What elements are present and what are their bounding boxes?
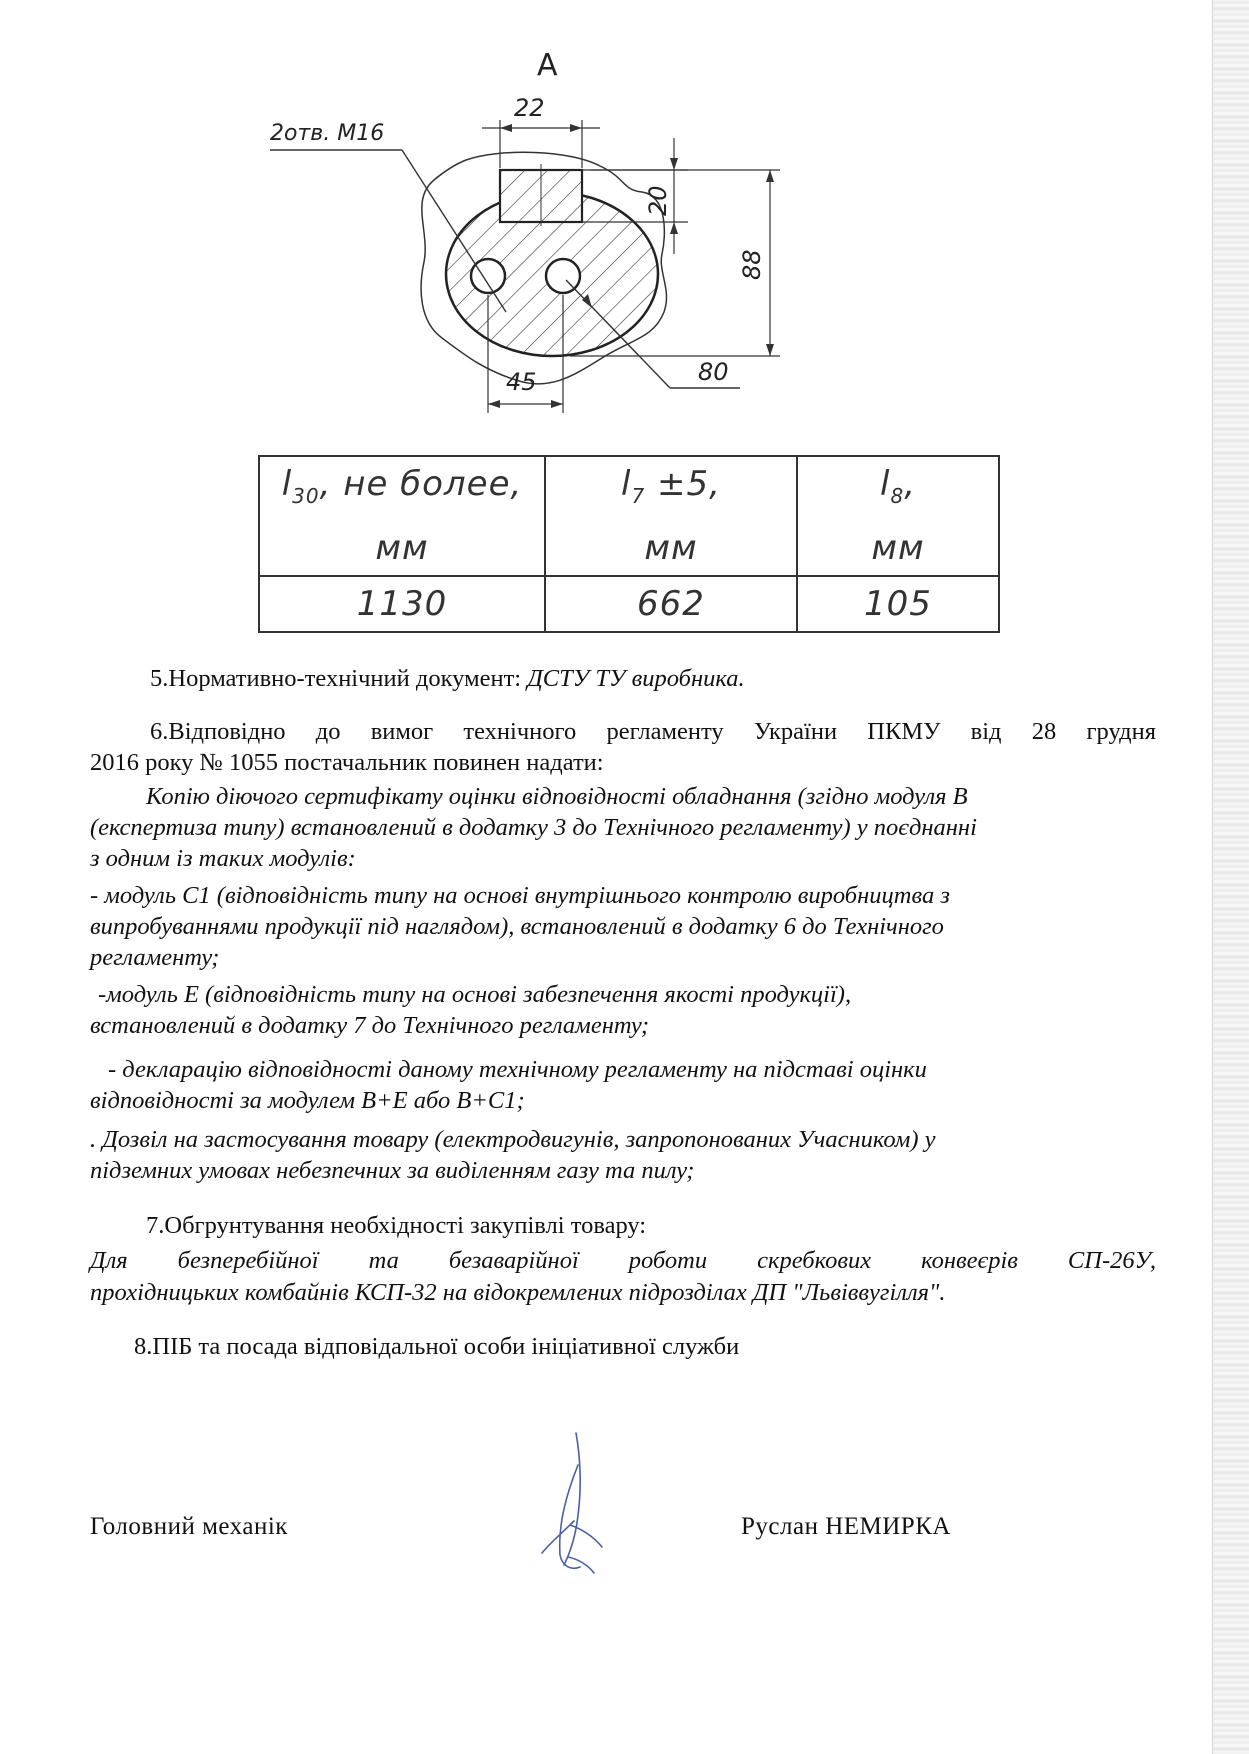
header-text: , xyxy=(904,464,916,504)
section-6-line-2: 2016 року № 1055 постачальник повинен надати: xyxy=(90,749,604,776)
signature-name: Руслан НЕМИРКА xyxy=(741,1513,951,1540)
handwritten-signature xyxy=(530,1425,620,1575)
header-text: , не более, xyxy=(319,464,523,504)
header-symbol: l xyxy=(880,464,891,504)
section-6-line-1: 6.Відповідно до вимог технічного регламенту України ПКМУ від 28 грудня xyxy=(150,718,1156,745)
scan-edge-line xyxy=(1212,0,1213,1754)
scan-edge xyxy=(1213,0,1249,1754)
section-6-item: з одним із таких модулів: xyxy=(90,845,356,872)
section-6-item: -модуль Е (відповідність типу на основі забезпечення якості продукції), xyxy=(98,981,852,1008)
section-7-line-1: Для безперебійної та безаварійної роботи скребкових конвеєрів СП-26У, xyxy=(90,1247,1156,1274)
section-6-item: - декларацію відповідності даному технічному регламенту на підставі оцінки xyxy=(108,1056,927,1083)
header-cell-l8 xyxy=(797,456,999,576)
view-label: А xyxy=(537,48,558,83)
header-unit: мм xyxy=(375,528,429,568)
header-symbol: l xyxy=(281,464,293,504)
header-text: ±5, xyxy=(645,464,721,504)
section-8-label: 8.ПІБ та посада відповідальної особи ініціативної служби xyxy=(134,1333,740,1360)
section-5-value: ДСТУ ТУ виробника. xyxy=(527,665,745,692)
section-7-line-2: прохідницьких комбайнів КСП-32 на відокремлених підрозділах ДП "Львіввугілля". xyxy=(90,1279,946,1306)
dim-diameter: 80 xyxy=(698,358,729,386)
section-6-item: . Дозвіл на застосування товару (електродвигунів, запропонованих Учасником) у xyxy=(90,1126,936,1153)
section-6-item: (експертиза типу) встановлений в додатку 3 до Технічного регламенту) у поєднанні xyxy=(90,814,977,841)
header-cell-l30 xyxy=(259,456,545,576)
dim-top-height: 20 xyxy=(644,185,672,216)
section-5-label: 5.Нормативно-технічний документ: xyxy=(150,665,528,692)
dim-top-width: 22 xyxy=(514,94,545,122)
spec-table-header-row xyxy=(259,456,999,576)
section-6-item: відповідності за модулем В+Е або В+С1; xyxy=(90,1087,525,1114)
header-unit: мм xyxy=(871,528,925,568)
header-subscript: 8 xyxy=(890,484,905,508)
section-5 xyxy=(150,663,745,694)
value-cell: 662 xyxy=(545,576,797,632)
section-6-item: підземних умовах небезпечних за виділенням газу та пилу; xyxy=(90,1157,695,1184)
value-cell: 105 xyxy=(797,576,999,632)
hole-right xyxy=(546,259,580,293)
section-7-label: 7.Обгрунтування необхідності закупівлі товару: xyxy=(146,1212,647,1239)
spec-table-value-row xyxy=(259,576,999,632)
section-6-item: випробуваннями продукції під наглядом), встановлений в додатку 6 до Технічного xyxy=(90,913,944,940)
value-cell: 1130 xyxy=(259,576,545,632)
section-6-item: встановлений в додатку 7 до Технічного регламенту; xyxy=(90,1012,650,1039)
spec-table xyxy=(258,455,1000,633)
holes-label: 2отв. М16 xyxy=(270,121,385,146)
signature-position: Головний механік xyxy=(90,1513,288,1540)
header-unit: мм xyxy=(644,528,698,568)
header-subscript: 7 xyxy=(631,484,646,508)
header-subscript: 30 xyxy=(292,484,320,508)
section-6-item: - модуль С1 (відповідність типу на основі внутрішнього контролю виробництва з xyxy=(90,882,950,909)
technical-drawing xyxy=(270,40,830,420)
hole-left xyxy=(471,259,505,293)
header-symbol: l xyxy=(621,464,632,504)
section-6-item: Копію діючого сертифікату оцінки відповідності обладнання (згідно модуля В xyxy=(146,783,968,810)
header-cell-l7 xyxy=(545,456,797,576)
dim-total-height: 88 xyxy=(738,249,766,280)
dim-bottom: 45 xyxy=(506,368,537,396)
section-6-item: регламенту; xyxy=(90,944,220,971)
